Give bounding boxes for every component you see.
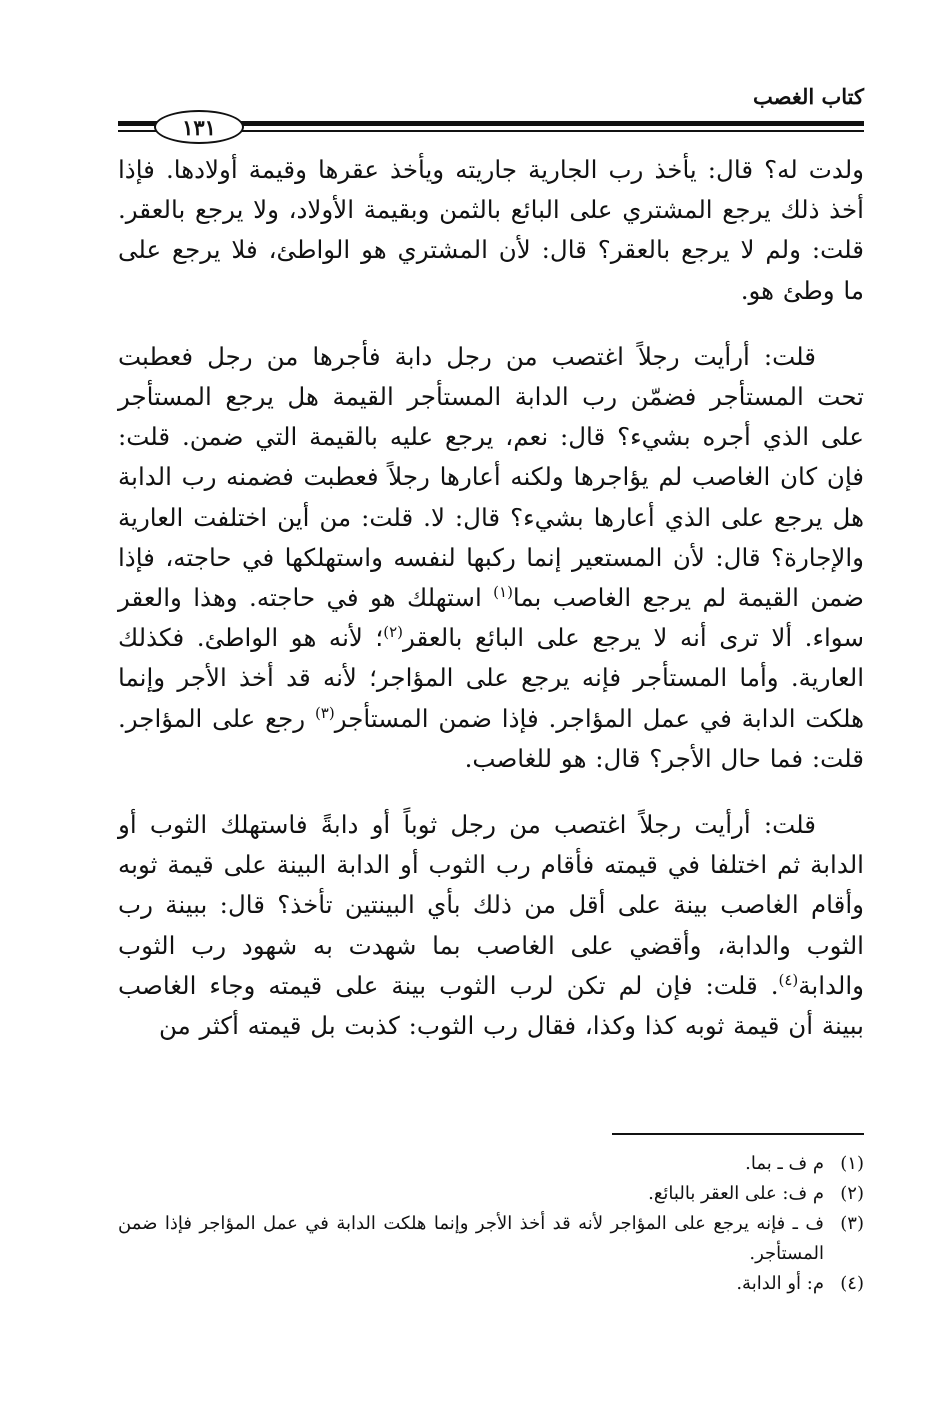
paragraph-2 — [118, 337, 864, 779]
running-title: كتاب الغصب — [752, 84, 864, 109]
footnotes — [118, 1149, 864, 1299]
footnote-text: م ف: على العقر بالبائع. — [648, 1183, 824, 1204]
paragraph-2-text-d: رجع على المؤاجر. قلت: فما حال الأجر؟ قال: هو للغاصب. — [118, 703, 864, 773]
footnote-3 — [118, 1209, 864, 1269]
paragraph-1 — [118, 150, 864, 311]
footnote-text: ف ـ فإنه يرجع على المؤاجر لأنه قد أخذ الأجر وإنما هلكت الدابة في عمل المؤاجر فإذا ضمن المستأجر. — [118, 1213, 824, 1264]
footnote-mark: (٤) — [840, 1273, 864, 1294]
footnote-ref-3[interactable]: (٣) — [314, 703, 335, 722]
body-text — [118, 150, 864, 1046]
footnote-1 — [118, 1149, 864, 1179]
paragraph-3-text-a: قلت: أرأيت رجلاً اغتصب من رجل ثوباً أو دابةً فاستهلك الثوب أو الدابة ثم اختلفا في قيمته فأقام رب الثوب أو الدابة البينة على قيمة ثوبه وأقام الغاصب بينة على أقل من ذلك بأي البينتين تأخذ؟ قال: ببينة رب الثوب والدابة، وأقضي على الغاصب بما شهدت به شهود رب الثوب والدابة — [118, 810, 864, 1000]
paragraph-2-text-c: ؛ لأنه هو الواطئ. فكذلك العارية. وأما المستأجر فإنه يرجع على المؤاجر؛ لأنه قد أخذ الأجر وإنما هلكت الدابة في عمل المؤاجر. فإذا ضمن المستأجر — [118, 623, 864, 733]
footnote-separator — [612, 1133, 864, 1135]
paragraph-2-text-b: استهلك هو في حاجته. وهذا والعقر سواء. ألا ترى أنه لا يرجع على البائع بالعقر — [118, 583, 864, 653]
footnote-mark: (٢) — [840, 1183, 864, 1204]
paragraph-1-text: ولدت له؟ قال: يأخذ رب الجارية جاريته ويأخذ عقرها وقيمة أولادها. فإذا أخذ ذلك يرجع المشتري على البائع بالثمن وبقيمة الأولاد، ولا يرجع بالعقر. قلت: ولم لا يرجع بالعقر؟ قال: لأن المشتري هو الواطئ، فلا يرجع على ما وطئ هو. — [118, 155, 864, 305]
paragraph-2-text-a: قلت: أرأيت رجلاً اغتصب من رجل دابة فأجرها من رجل فعطبت تحت المستأجر فضمّن رب الدابة المستأجر القيمة هل يرجع المستأجر على الذي أجره بشيء؟ قال: نعم، يرجع عليه بالقيمة التي ضمن. قلت: فإن كان الغاصب لم يؤاجرها ولكنه أعارها رجلاً فعطبت فضمنه رب الدابة هل يرجع على الذي أعارها بشيء؟ قال: لا. قلت: من أين اختلفت العارية والإجارة؟ قال: لأن المستعير إنما ركبها لنفسه واستهلكها في حاجته، فإذا ضمن القيمة لم يرجع الغاصب بما — [118, 341, 864, 613]
footnote-ref-2[interactable]: (٢) — [383, 623, 403, 642]
paragraph-3-text-b: . قلت: فإن لم تكن لرب الثوب بينة على قيمته وجاء الغاصب ببينة أن قيمة ثوبه كذا وكذا، فقال رب الثوب: كذبت بل قيمته أكثر من — [118, 970, 864, 1041]
page-number: ١٣١ — [154, 110, 244, 144]
footnote-text: م ف ـ بما. — [745, 1153, 824, 1174]
footnote-text: م: أو الدابة. — [736, 1273, 824, 1294]
footnote-mark: (١) — [840, 1153, 864, 1174]
footnote-ref-1[interactable]: (١) — [493, 582, 513, 601]
footnote-mark: (٣) — [840, 1213, 864, 1234]
footnote-4 — [118, 1269, 864, 1299]
footnote-ref-4[interactable]: (٤) — [778, 970, 799, 989]
footnote-2 — [118, 1179, 864, 1209]
paragraph-3 — [118, 805, 864, 1046]
